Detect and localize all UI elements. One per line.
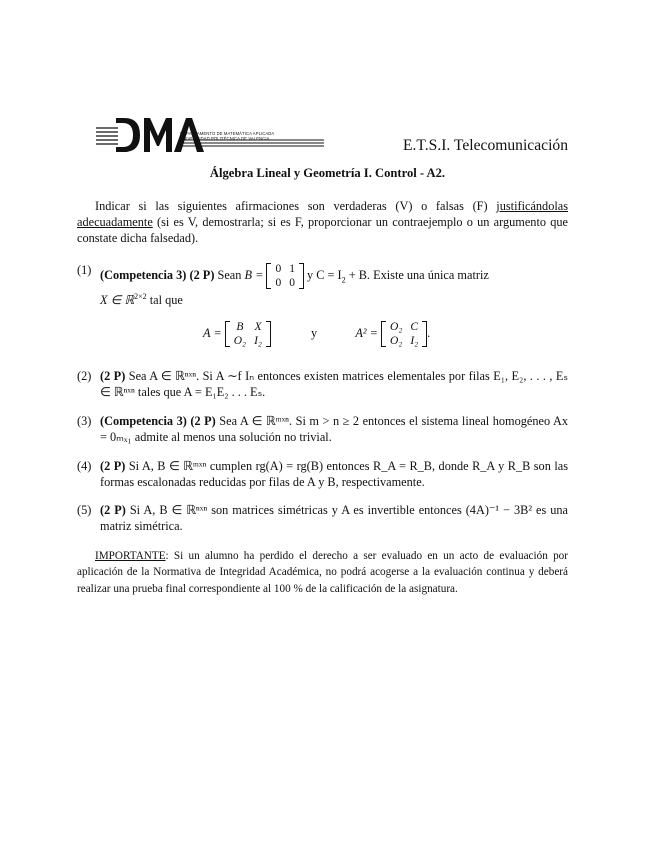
- important-label: IMPORTANTE: [95, 550, 166, 562]
- school-name: E.T.S.I. Telecomunicación: [402, 137, 568, 154]
- intro-text-2: (si es V, demostrarla; si es F, proporcionar un contraejemplo o un argumento que constate dicha falsedad).: [77, 215, 568, 245]
- exam-title: Álgebra Lineal y Geometría I. Control - A2.: [209, 166, 446, 180]
- question-number: (4): [77, 459, 92, 473]
- competence-tag: (Competencia 3): [100, 414, 187, 428]
- question-number: (3): [77, 414, 92, 428]
- question-text: Sean: [217, 267, 242, 282]
- matrix-b: 0 1 0 0: [266, 262, 304, 290]
- important-note: [77, 548, 568, 597]
- matrix-a: B X O₂ I₂: [225, 320, 271, 348]
- question-text: Si A, B ∈ ℝᵐˣⁿ cumplen rg(A) = rg(B) entonces R_A = R_B, donde R_A y R_B son las formas escalonadas reducidas por filas de A y B, respectivamente.: [100, 459, 568, 489]
- question-line-2-tail: tal que: [149, 293, 183, 307]
- points-tag: (2 P): [100, 503, 126, 517]
- important-text: : Si un alumno ha perdido el derecho a ser evaluado en un acto de evaluación por aplicación de la Normativa de Integridad Académica, no podrá acogerse a la evaluación continua y deberá realizar una prueba final correspondiente al 100 % de la calificación de la asignatura.: [77, 550, 568, 595]
- connector-y: y: [311, 325, 318, 340]
- matrix-b-label: B =: [244, 267, 264, 282]
- question-text: Sea A ∈ ℝᵐˣⁿ. Si m > n ≥ 2 entonces el sistema lineal homogéneo Ax = 0ₘₓ₁ admite al menos una solución no trivial.: [100, 414, 568, 444]
- exam-page: DEPARTAMENTO DE MATEMÁTICA APLICADA UNIVERSIDAD POLITÉCNICA DE VALENCIA E.T.S.I. Telecomunicación Álgebra Lineal y Geometría I. Control - A2. Indicar si las siguientes afirmaciones son verdaderas (V) o falsas (F) justificándolas adecuadamente (si es V, demostrarla; si es F, proporcionar un contraejemplo o un argumento que constate dicha falsedad). (1) (Competencia 3) (2 P) Sean B = 0 1 0 0 y $C = I_2 + B$. Existe una única matriz X ∈ ℝ$^{2\times 2}$ tal que A = B X O₂ I₂ y A² = O₂ C O₂ I₂ . (2) (2 P) Sea A ∈ ℝⁿˣⁿ. Si A ∼f Iₙ entonces existen matrices elementales por filas E₁, E₂, . . . , Eₛ ∈ ℝⁿˣⁿ tales que A = E₁E₂ . . . Eₛ. (3) (Competencia 3) (2 P) Sea A ∈ ℝᵐˣⁿ. Si m > n ≥ 2 entonces el sistema lineal homogéneo Ax = 0ₘₓ₁ admite al menos una solución no trivial. (4) (2 P) Si A, B ∈ ℝᵐˣⁿ cumplen rg(A) = rg(B) entonces R_A = R_B, donde R_A y R_B son las formas escalonadas reducidas por filas de A y B, respectivamente. (5) (2 P) Si A, B ∈ ℝⁿˣⁿ son matrices simétricas y A es invertible entonces (4A)⁻¹ − 3B² es una matriz simétrica. IMPORTANTE: Si un alumno ha perdido el derecho a ser evaluado en un acto de evaluación por aplicación de la Normativa de Integridad Académica, no podrá acogerse a la evaluación continua y deberá realizar una prueba final correspondiente al 100 % de la calificación de la asignatura.: [0, 0, 655, 848]
- matrix-a2-label: A² =: [355, 325, 378, 340]
- question-text-c: + B. Existe una única matriz: [348, 267, 489, 282]
- intro-underlined: justificándolas adecuadamente: [77, 199, 569, 229]
- intro-text-1: Indicar si las siguientes afirmaciones son verdaderas (V) o falsas (F): [95, 199, 488, 213]
- matrix-a-label: A =: [203, 325, 222, 340]
- logo-subtitle-line-2: UNIVERSIDAD POLITÉCNICA DE VALENCIA: [180, 136, 270, 142]
- equation-1: A = B X O₂ I₂ y A² = O₂ C O₂ I₂ .: [203, 321, 431, 347]
- points-tag: (2 P): [100, 459, 126, 473]
- logo-subtitle-line-1: DEPARTAMENTO DE MATEMÁTICA APLICADA: [180, 131, 275, 136]
- matrix-a2: O₂ C O₂ I₂: [381, 320, 427, 348]
- points-tag: (2 P): [100, 369, 126, 383]
- question-number: (1): [77, 263, 92, 277]
- question-line-2: X ∈ ℝ: [100, 293, 135, 307]
- question-text: Sea A ∈ ℝⁿˣⁿ. Si A ∼f Iₙ entonces existen matrices elementales por filas E₁, E₂, . . . , Eₛ ∈ ℝⁿˣⁿ tales que A = E₁E₂ . . . Eₛ.: [100, 369, 568, 399]
- question-number: (2): [77, 369, 92, 383]
- points-tag: (2 P): [190, 414, 216, 428]
- instructions: [77, 198, 568, 246]
- points-tag: (2 P): [189, 267, 215, 282]
- question-text: Si A, B ∈ ℝⁿˣⁿ son matrices simétricas y A es invertible entonces (4A)⁻¹ − 3B² es una matriz simétrica.: [100, 503, 568, 533]
- competence-tag: (Competencia 3): [100, 267, 187, 282]
- question-number: (5): [77, 503, 92, 517]
- question-text-b: y C = I: [307, 267, 342, 282]
